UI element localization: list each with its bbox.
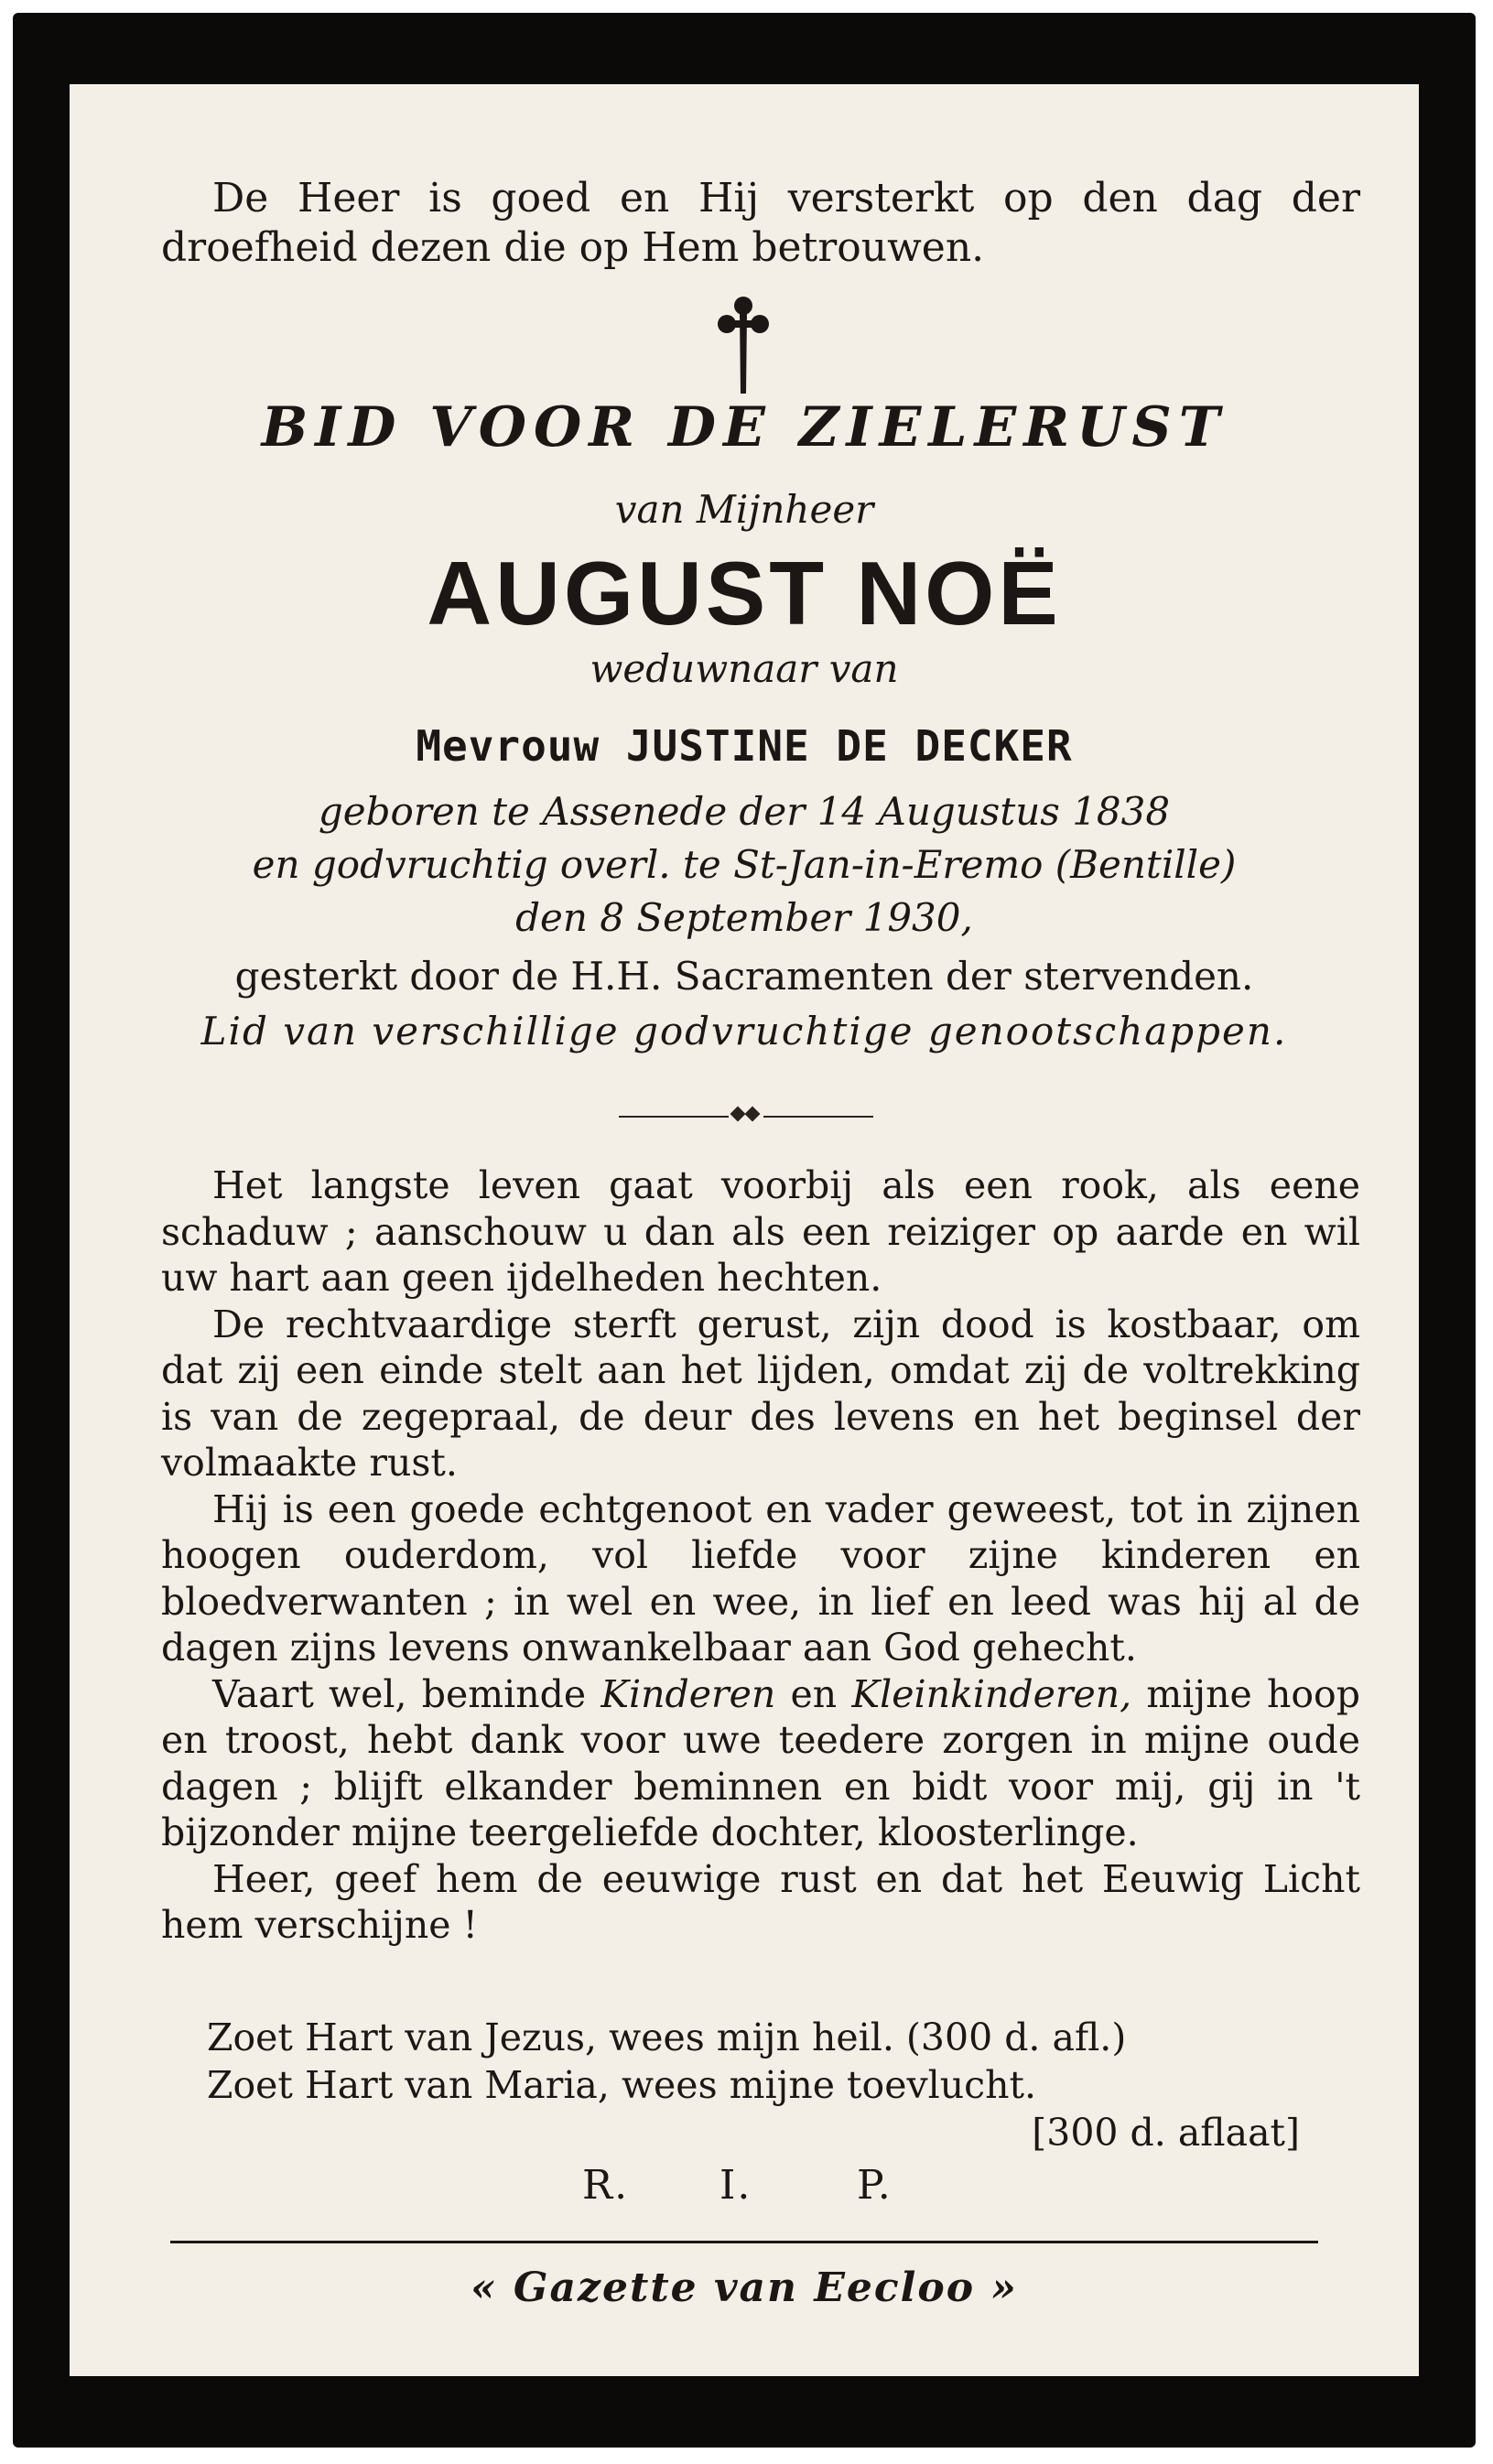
indulgence-note: [300 d. aflaat] <box>1032 2111 1300 2155</box>
paragraph-family: Hij is een goede echtgenoot en vader geweest, tot in zijnen hoogen ouderdom, vol liefde voor zijne kinderen en bloedverwanten ; in wel en wee, in lief en leed was hij al de dagen zijns levens onwankelbaar aan God gehecht. <box>161 1486 1360 1670</box>
printer-credit: « Gazette van Eecloo » <box>471 2264 1018 2311</box>
deceased-name: AUGUST NOË <box>427 543 1062 643</box>
sacraments-line: gesterkt door de H.H. Sacramenten der stervenden. <box>234 954 1254 999</box>
opening-verse <box>161 174 1360 273</box>
rip-letters <box>582 2162 994 2209</box>
prayer-sacred-heart-maria: Zoet Hart van Maria, wees mijne toevlucht. <box>207 2063 1037 2107</box>
rip-letter-r: R. <box>582 2162 630 2209</box>
paragraph-eternal-rest: Heer, geef hem de eeuwige rust en dat het Eeuwig Licht hem verschijne ! <box>161 1856 1360 1947</box>
relation-text: weduwnaar van <box>590 646 899 691</box>
verse-line-1: De Heer is goed en Hij versterkt op den dag der <box>212 175 1360 222</box>
birth-line: geboren te Assenede der 14 Augustus 1838 <box>318 789 1171 834</box>
rip-letter-p: P. <box>857 2162 893 2209</box>
footer-rule <box>170 2241 1318 2243</box>
farewell-rest: mijne hoop en troost, hebt dank voor uwe teedere zorgen in mijne oude dagen ; blijft elkander beminnen en bidt voor mij, gij in 't bijzonder mijne teergeliefde dochter, kloosterlinge. <box>161 1671 1360 1854</box>
prayer-heading: BID VOOR DE ZIELERUST <box>261 395 1228 459</box>
cross-icon <box>716 295 771 395</box>
honorific: van Mijnheer <box>614 487 874 532</box>
prayer-sacred-heart-jesus: Zoet Hart van Jezus, wees mijn heil. (300 d. afl.) <box>207 2016 1127 2059</box>
membership-line: Lid van verschillige godvruchtige genootschappen. <box>200 1009 1288 1054</box>
ornament-diamond-icon <box>745 1107 761 1122</box>
paragraph-life: Het langste leven gaat voorbij als een rook, als eene schaduw ; aanschouw u dan als een reiziger op aarde en wil uw hart aan geen ijdelheden hechten. <box>161 1163 1360 1300</box>
children-word: Kinderen <box>600 1671 776 1716</box>
card-paper <box>70 84 1419 2376</box>
grandchildren-word: Kleinkinderen, <box>851 1671 1132 1716</box>
paragraph-righteous: De rechtvaardige sterft gerust, zijn dood is kostbaar, om dat zij een einde stelt aan het lijden, omdat zij de voltrekking is van de zegepraal, de deur des levens en het beginsel der volmaakte rust. <box>161 1302 1360 1485</box>
farewell-intro: Vaart wel, beminde <box>212 1671 601 1716</box>
memorial-text <box>161 1162 1360 1949</box>
death-place-line: en godvruchtig overl. te St-Jan-in-Eremo (Bentille) <box>252 842 1237 887</box>
paragraph-farewell <box>161 1671 1360 1856</box>
rip-letter-i: I. <box>719 2162 752 2209</box>
ornament-diamond-icon <box>730 1107 746 1122</box>
memorial-card <box>13 13 1476 2448</box>
death-date-line: den 8 September 1930, <box>515 895 973 940</box>
ornament-line-right <box>763 1116 873 1118</box>
farewell-and: en <box>775 1671 852 1716</box>
verse-line-2: droefheid dezen die op Hem betrouwen. <box>161 224 985 271</box>
spouse-name: Mevrouw JUSTINE DE DECKER <box>416 721 1073 771</box>
ornament-line-left <box>619 1116 729 1118</box>
